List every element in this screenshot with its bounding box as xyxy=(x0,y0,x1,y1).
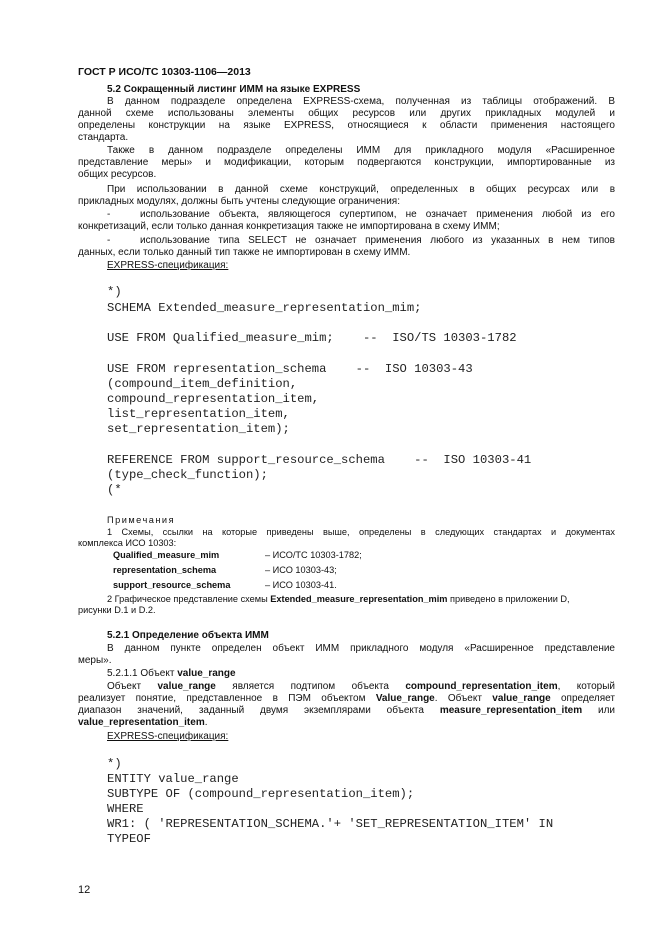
paragraph-line: определены конструкции на языке EXPRESS, относящиеся к области применения настоящего xyxy=(78,120,615,131)
code-line: REFERENCE FROM support_resource_schema -- ISO 10303-41 xyxy=(107,453,532,467)
paragraph-line: В данном подразделе определена EXPRESS-схема, полученная из таблицы отображений. В xyxy=(107,96,615,107)
paragraph-line: Также в данном подразделе определены ИММ для прикладного модуля «Расширенное xyxy=(107,145,615,156)
code-line: *) xyxy=(107,285,122,299)
text-run: реализует понятие, представленное в ПЭМ объектом xyxy=(78,693,376,704)
note-2-text: 2 Графическое представление схемы xyxy=(107,594,271,604)
subsection-entity: value_range xyxy=(177,668,236,679)
entity-name: value_range xyxy=(492,693,551,704)
code-line: WHERE xyxy=(107,802,144,816)
notes-title: Примечания xyxy=(107,515,176,525)
code-line: set_representation_item); xyxy=(107,422,290,436)
paragraph-line: представление меры» и модификации, которым подвергаются конструкции, импортированные из xyxy=(78,157,615,168)
ref-standard: – ИСО 10303-41. xyxy=(265,580,337,590)
paragraph-line: общих ресурсов. xyxy=(78,169,157,180)
entity-name: value_range xyxy=(157,681,216,692)
ref-schema-name: Qualified_measure_mim xyxy=(113,550,220,560)
code-line: list_representation_item, xyxy=(107,407,290,421)
note-line: комплекса ИСО 10303: xyxy=(78,538,177,548)
note-2-text: приведено в приложении D, xyxy=(447,594,570,604)
definition-line xyxy=(107,681,615,693)
code-line: SUBTYPE OF (compound_representation_item); xyxy=(107,787,415,801)
entity-name: value_representation_item xyxy=(78,717,205,728)
text-run: диапазон значений, заданный двумя экземплярами объекта xyxy=(78,705,440,716)
paragraph-line: меры». xyxy=(78,655,112,666)
definition-line xyxy=(78,705,615,717)
express-spec-label: EXPRESS-спецификация: xyxy=(107,731,229,742)
code-line: (compound_item_definition, xyxy=(107,377,298,391)
ref-standard: – ИСО 10303-43; xyxy=(265,565,337,575)
code-line: USE FROM Qualified_measure_mim; -- ISO/TS 10303-1782 xyxy=(107,331,517,345)
text-run: определяет xyxy=(550,693,615,704)
text-run: . xyxy=(204,717,208,728)
definition-line xyxy=(78,693,615,705)
code-line: ENTITY value_range xyxy=(107,772,239,786)
definition-line xyxy=(78,717,208,729)
code-line: WR1: ( 'REPRESENTATION_SCHEMA.'+ 'SET_REPRESENTATION_ITEM' IN xyxy=(107,817,554,831)
note-2 xyxy=(107,594,615,606)
text-run: или xyxy=(582,705,615,716)
paragraph-line: При использовании в данной схеме конструкций, определенных в общих ресурсах или в xyxy=(107,184,615,195)
bullet-mark: - xyxy=(107,235,111,246)
ref-standard: – ИСО/ТС 10303-1782; xyxy=(265,550,362,560)
ref-schema-name: representation_schema xyxy=(113,565,217,575)
bullet-mark: - xyxy=(107,209,111,220)
paragraph-line: В данном пункте определен объект ИММ прикладного модуля «Расширенное представление xyxy=(107,643,615,654)
page-number: 12 xyxy=(78,884,91,896)
code-line: *) xyxy=(107,757,122,771)
subsection-number: 5.2.1.1 Объект xyxy=(107,668,178,679)
note-line: рисунки D.1 и D.2. xyxy=(78,605,156,615)
section-heading-5-2-1: 5.2.1 Определение объекта ИММ xyxy=(107,630,269,641)
paragraph-line: стандарта. xyxy=(78,132,129,143)
ref-schema-name: support_resource_schema xyxy=(113,580,231,590)
code-line: TYPEOF xyxy=(107,832,151,846)
entity-name: compound_representation_item xyxy=(405,681,558,692)
code-line: (* xyxy=(107,483,122,497)
code-line: SCHEMA Extended_measure_representation_mim; xyxy=(107,301,422,315)
text-run: , который xyxy=(557,681,615,692)
note-line: 1 Схемы, ссылки на которые приведены выше, определены в следующих стандартах и документах xyxy=(107,527,615,537)
text-run: является подтипом объекта xyxy=(215,681,406,692)
bullet-line: использование типа SELECT не означает применения любого из указанных в нем типов xyxy=(140,235,615,246)
section-heading-5-2: 5.2 Сокращенный листинг ИММ на языке EXPRESS xyxy=(107,84,361,95)
subsection-heading-5-2-1-1 xyxy=(107,668,236,680)
paragraph-line: прикладных модулях, должны быть учтены следующие ограничения: xyxy=(78,196,400,207)
text-run: . Объект xyxy=(434,693,493,704)
entity-name: measure_representation_item xyxy=(439,705,583,716)
bullet-line: конкретизаций, если только данная конкретизация также не импортирована в схему ИММ; xyxy=(78,221,500,232)
code-line: USE FROM representation_schema -- ISO 10303-43 xyxy=(107,362,473,376)
bullet-line: данных, если только данный тип также не импортирован в схему ИММ. xyxy=(78,247,411,258)
note-2-schema: Extended_measure_representation_mim xyxy=(270,594,448,604)
express-spec-label: EXPRESS-спецификация: xyxy=(107,260,229,271)
entity-name: Value_range xyxy=(375,693,435,704)
bullet-line: использование объекта, являющегося супертипом, не означает применения любой из его xyxy=(140,209,615,220)
document-header: ГОСТ Р ИСО/ТС 10303-1106—2013 xyxy=(78,66,251,78)
code-line: compound_representation_item, xyxy=(107,392,320,406)
code-line: (type_check_function); xyxy=(107,468,268,482)
text-run: Объект xyxy=(107,681,158,692)
paragraph-line: данной схеме использованы элементы общих ресурсов или других прикладных модулей и xyxy=(78,108,615,119)
